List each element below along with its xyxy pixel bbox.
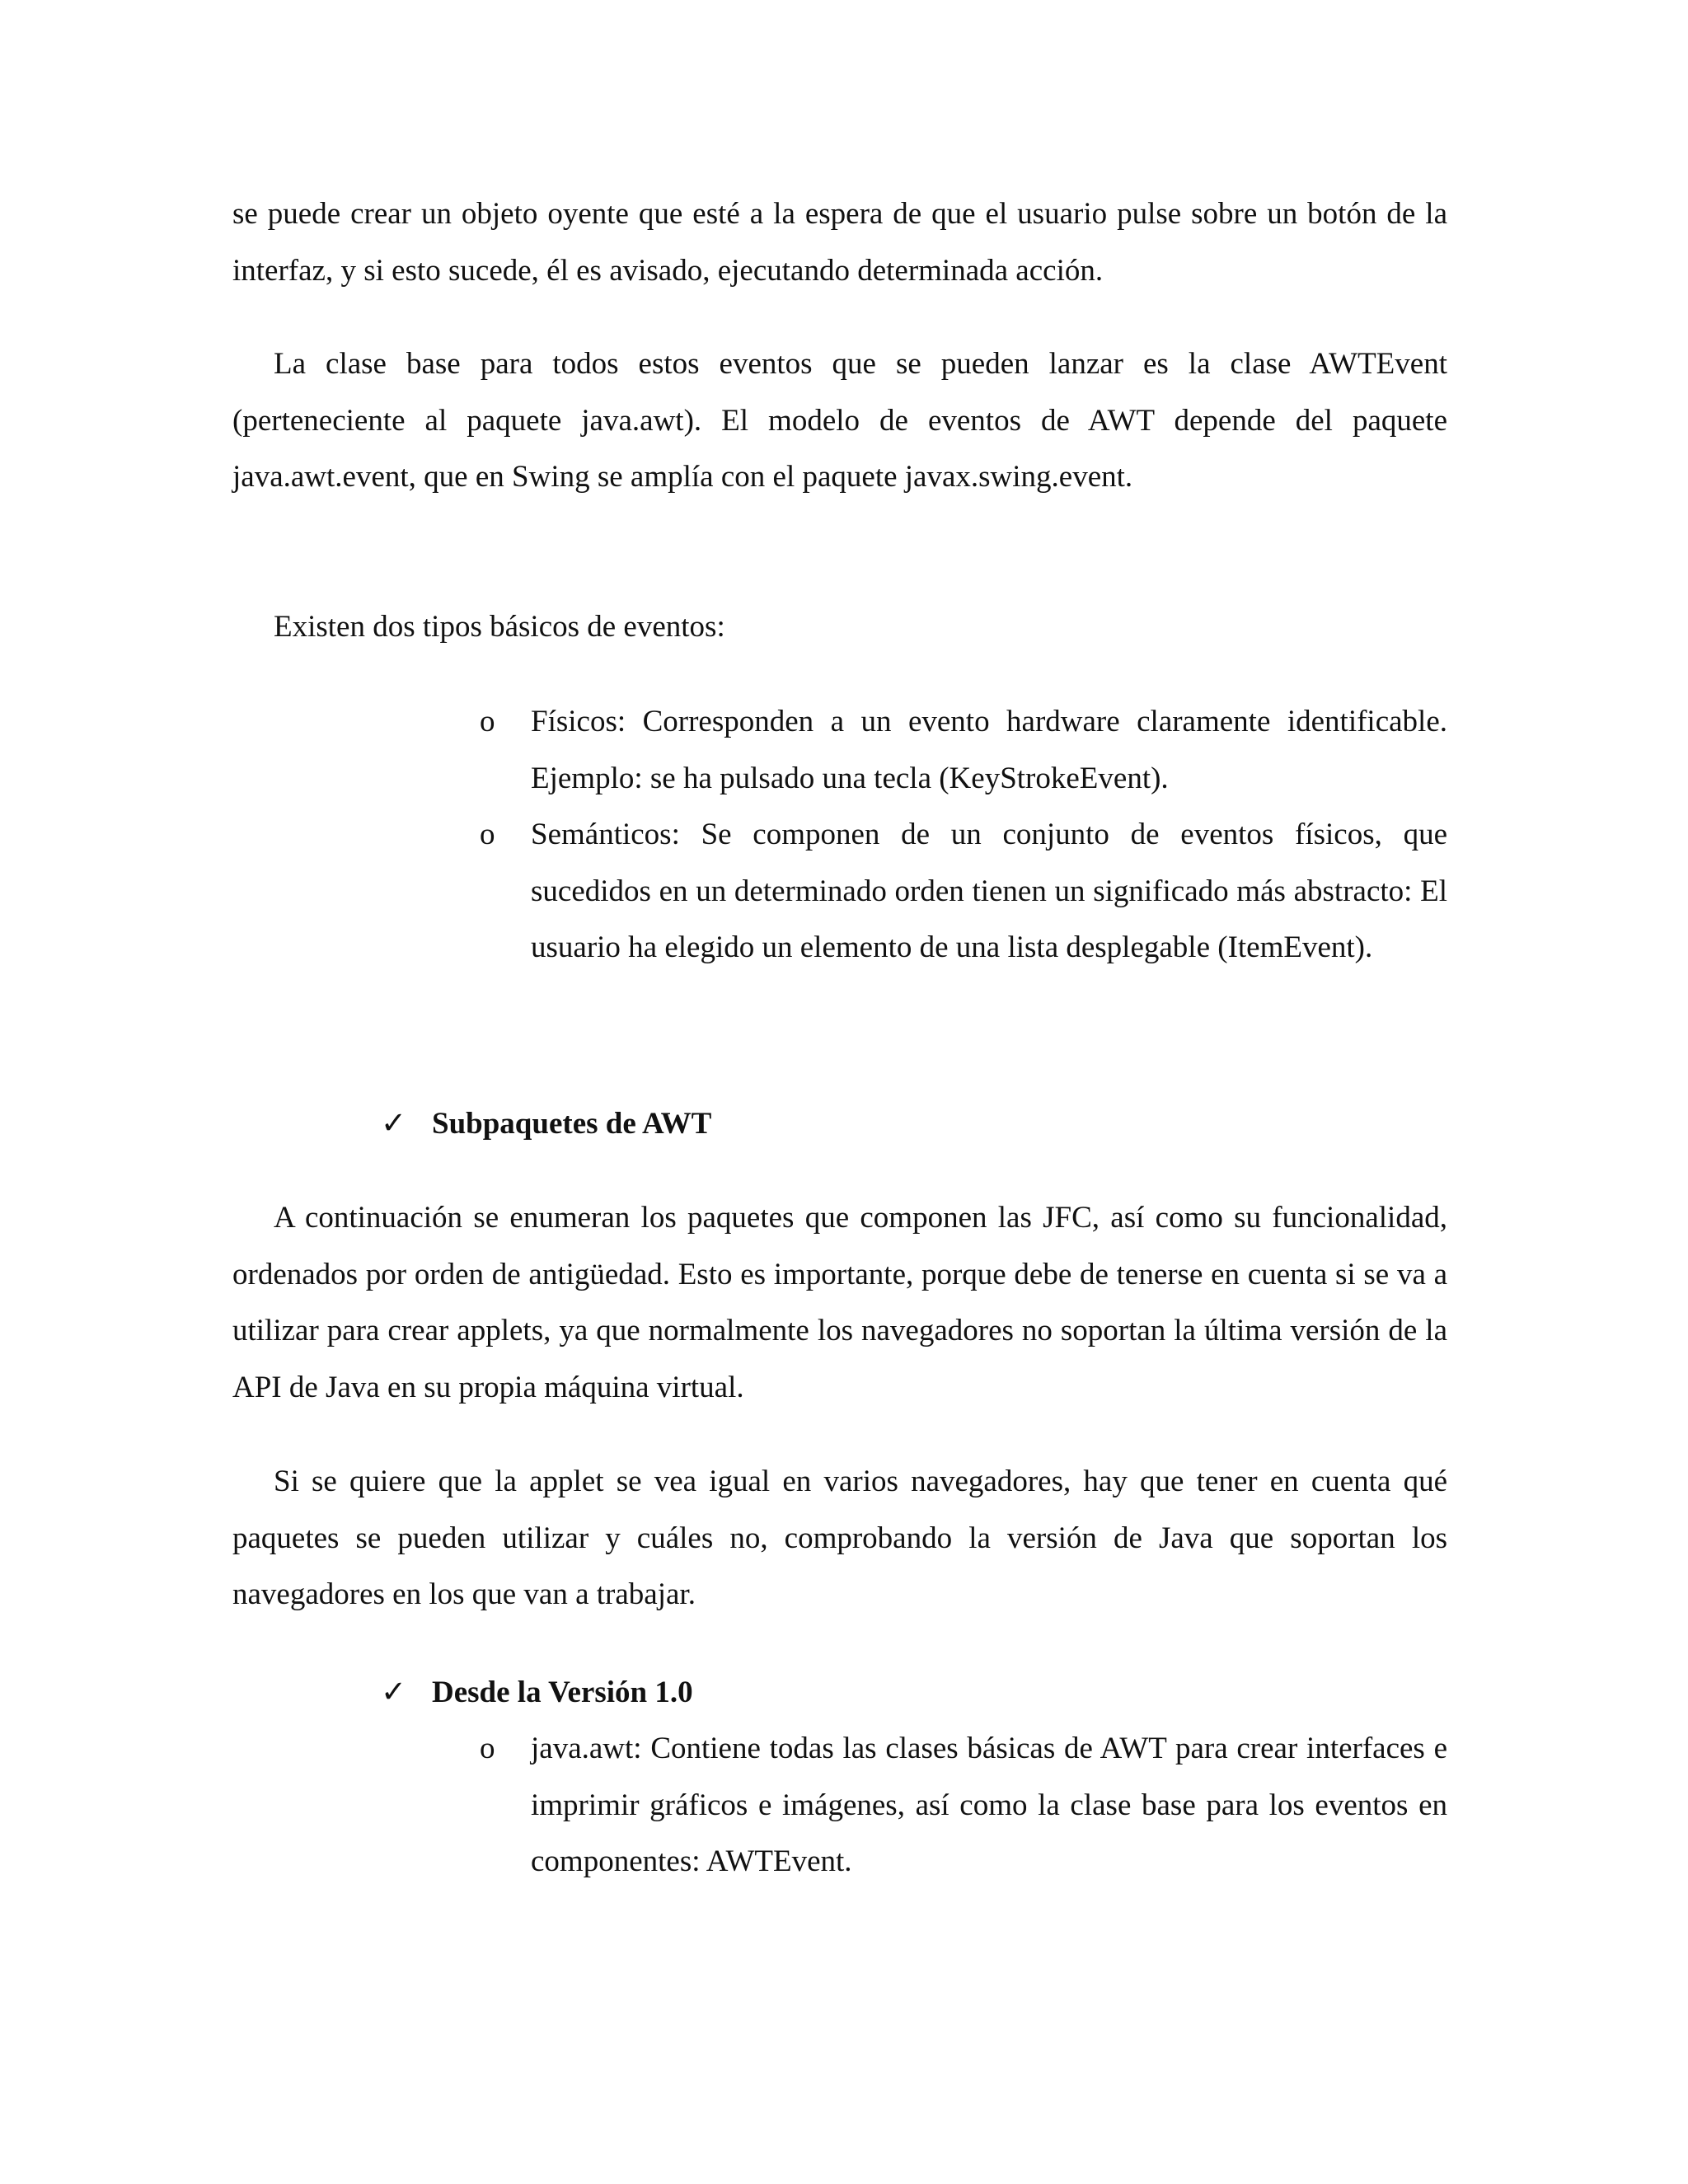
heading-subpaquetes-awt xyxy=(381,1096,711,1153)
paragraph-jfc-packages: A continuación se enumeran los paquetes que componen las JFC, así como su funcionalidad, ordenados por orden de antigüedad. Esto es importante, porque debe de tenerse en cuenta si se va a utilizar para crear applets, ya que normalmente los navegadores no soportan la última versión de la API de Java en su propia máquina virtual. xyxy=(232,1201,1447,1404)
list-item-text: java.awt: Contiene todas las clases básicas de AWT para crear interfaces e imprimir gráficos e imágenes, así como la clase base para los eventos en componentes: AWTEvent. xyxy=(531,1732,1447,1878)
list-item-semantic-events xyxy=(480,807,1447,977)
paragraph-event-types-intro: Existen dos tipos básicos de eventos: xyxy=(274,610,725,644)
list-item-text: Semánticos: Se componen de un conjunto de eventos físicos, que sucedidos en un determinado orden tienen un significado más abstracto: El usuario ha elegido un elemento de una lista desplegable (ItemEvent). xyxy=(531,818,1447,964)
heading-version-1-0 xyxy=(381,1665,693,1722)
heading-text: Desde la Versión 1.0 xyxy=(432,1675,693,1709)
list-item-text: Físicos: Corresponden a un evento hardware claramente identificable. Ejemplo: se ha pulsado una tecla (KeyStrokeEvent). xyxy=(531,705,1447,795)
bullet-circle-icon: o xyxy=(480,818,495,851)
paragraph-browser-compat: Si se quiere que la applet se vea igual en varios navegadores, hay que tener en cuenta qué paquetes se pueden utilizar y cuáles no, comprobando la versión de Java que soportan los navegadores en los que van a trabajar. xyxy=(232,1465,1447,1611)
list-item-physical-events xyxy=(480,694,1447,807)
paragraph-awtevent-base: La clase base para todos estos eventos que se pueden lanzar es la clase AWTEvent (perteneciente al paquete java.awt). El modelo de eventos de AWT depende del paquete java.awt.event, que en Swing se amplía con el paquete javax.swing.event. xyxy=(232,347,1447,494)
checkmark-icon: ✓ xyxy=(381,1107,407,1141)
bullet-circle-icon: o xyxy=(480,705,495,738)
checkmark-icon: ✓ xyxy=(381,1675,407,1709)
heading-text: Subpaquetes de AWT xyxy=(432,1107,712,1141)
paragraph-listener-intro: se puede crear un objeto oyente que esté a la espera de que el usuario pulse sobre un botón de la interfaz, y si esto sucede, él es avisado, ejecutando determinada acción. xyxy=(232,197,1447,288)
list-item-java-awt xyxy=(480,1721,1447,1891)
bullet-circle-icon: o xyxy=(480,1732,495,1765)
